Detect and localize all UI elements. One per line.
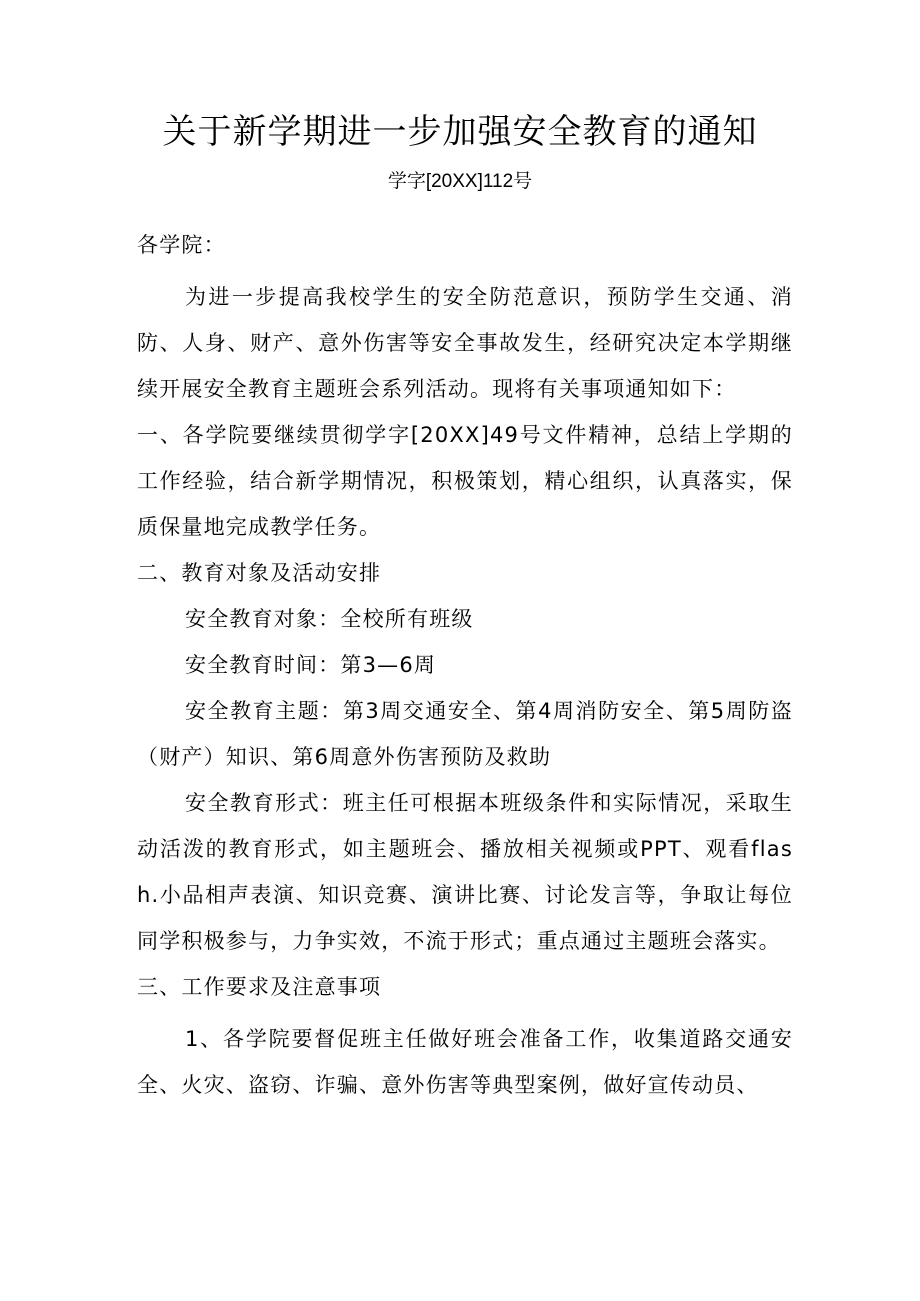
paragraph-intro: 为进一步提高我校学生的安全防范意识，预防学生交通、消防、人身、财产、意外伤害等安全事故发生，经研究决定本学期继续开展安全教育主题班会系列活动。现将有关事项通知如下： xyxy=(137,285,793,401)
paragraph-format: 安全教育形式：班主任可根据本班级条件和实际情况，采取生动活泼的教育形式，如主题班会、播放相关视频或PPT、观看flash.小品相声表演、知识竞赛、演讲比赛、讨论发言等，争取让每位同学积极参与，力争实效，不流于形式；重点通过主题班会落实。 xyxy=(137,791,793,953)
document-number: 学字[20XX]112号 xyxy=(387,171,533,192)
document-title: 关于新学期进一步加强安全教育的通知 xyxy=(162,112,758,152)
paragraph-themes: 安全教育主题：第3周交通安全、第4周消防安全、第5周防盗（财产）知识、第6周意外伤害预防及救助 xyxy=(137,699,793,769)
salutation: 各学院： xyxy=(137,233,226,257)
section-heading-3: 三、工作要求及注意事项 xyxy=(137,975,382,999)
section-heading-2: 二、教育对象及活动安排 xyxy=(137,561,382,585)
paragraph-requirement-1: 1、各学院要督促班主任做好班会准备工作，收集道路交通安全、火灾、盗窃、诈骗、意外伤害等典型案例，做好宣传动员、 xyxy=(137,1027,793,1097)
paragraph-item-1: 一、各学院要继续贯彻学字[20XX]49号文件精神，总结上学期的工作经验，结合新学期情况，积极策划，精心组织，认真落实，保质保量地完成教学任务。 xyxy=(137,423,793,539)
paragraph-time: 安全教育时间：第3—6周 xyxy=(185,653,437,677)
paragraph-target: 安全教育对象：全校所有班级 xyxy=(185,607,474,631)
document-body xyxy=(137,222,793,1108)
